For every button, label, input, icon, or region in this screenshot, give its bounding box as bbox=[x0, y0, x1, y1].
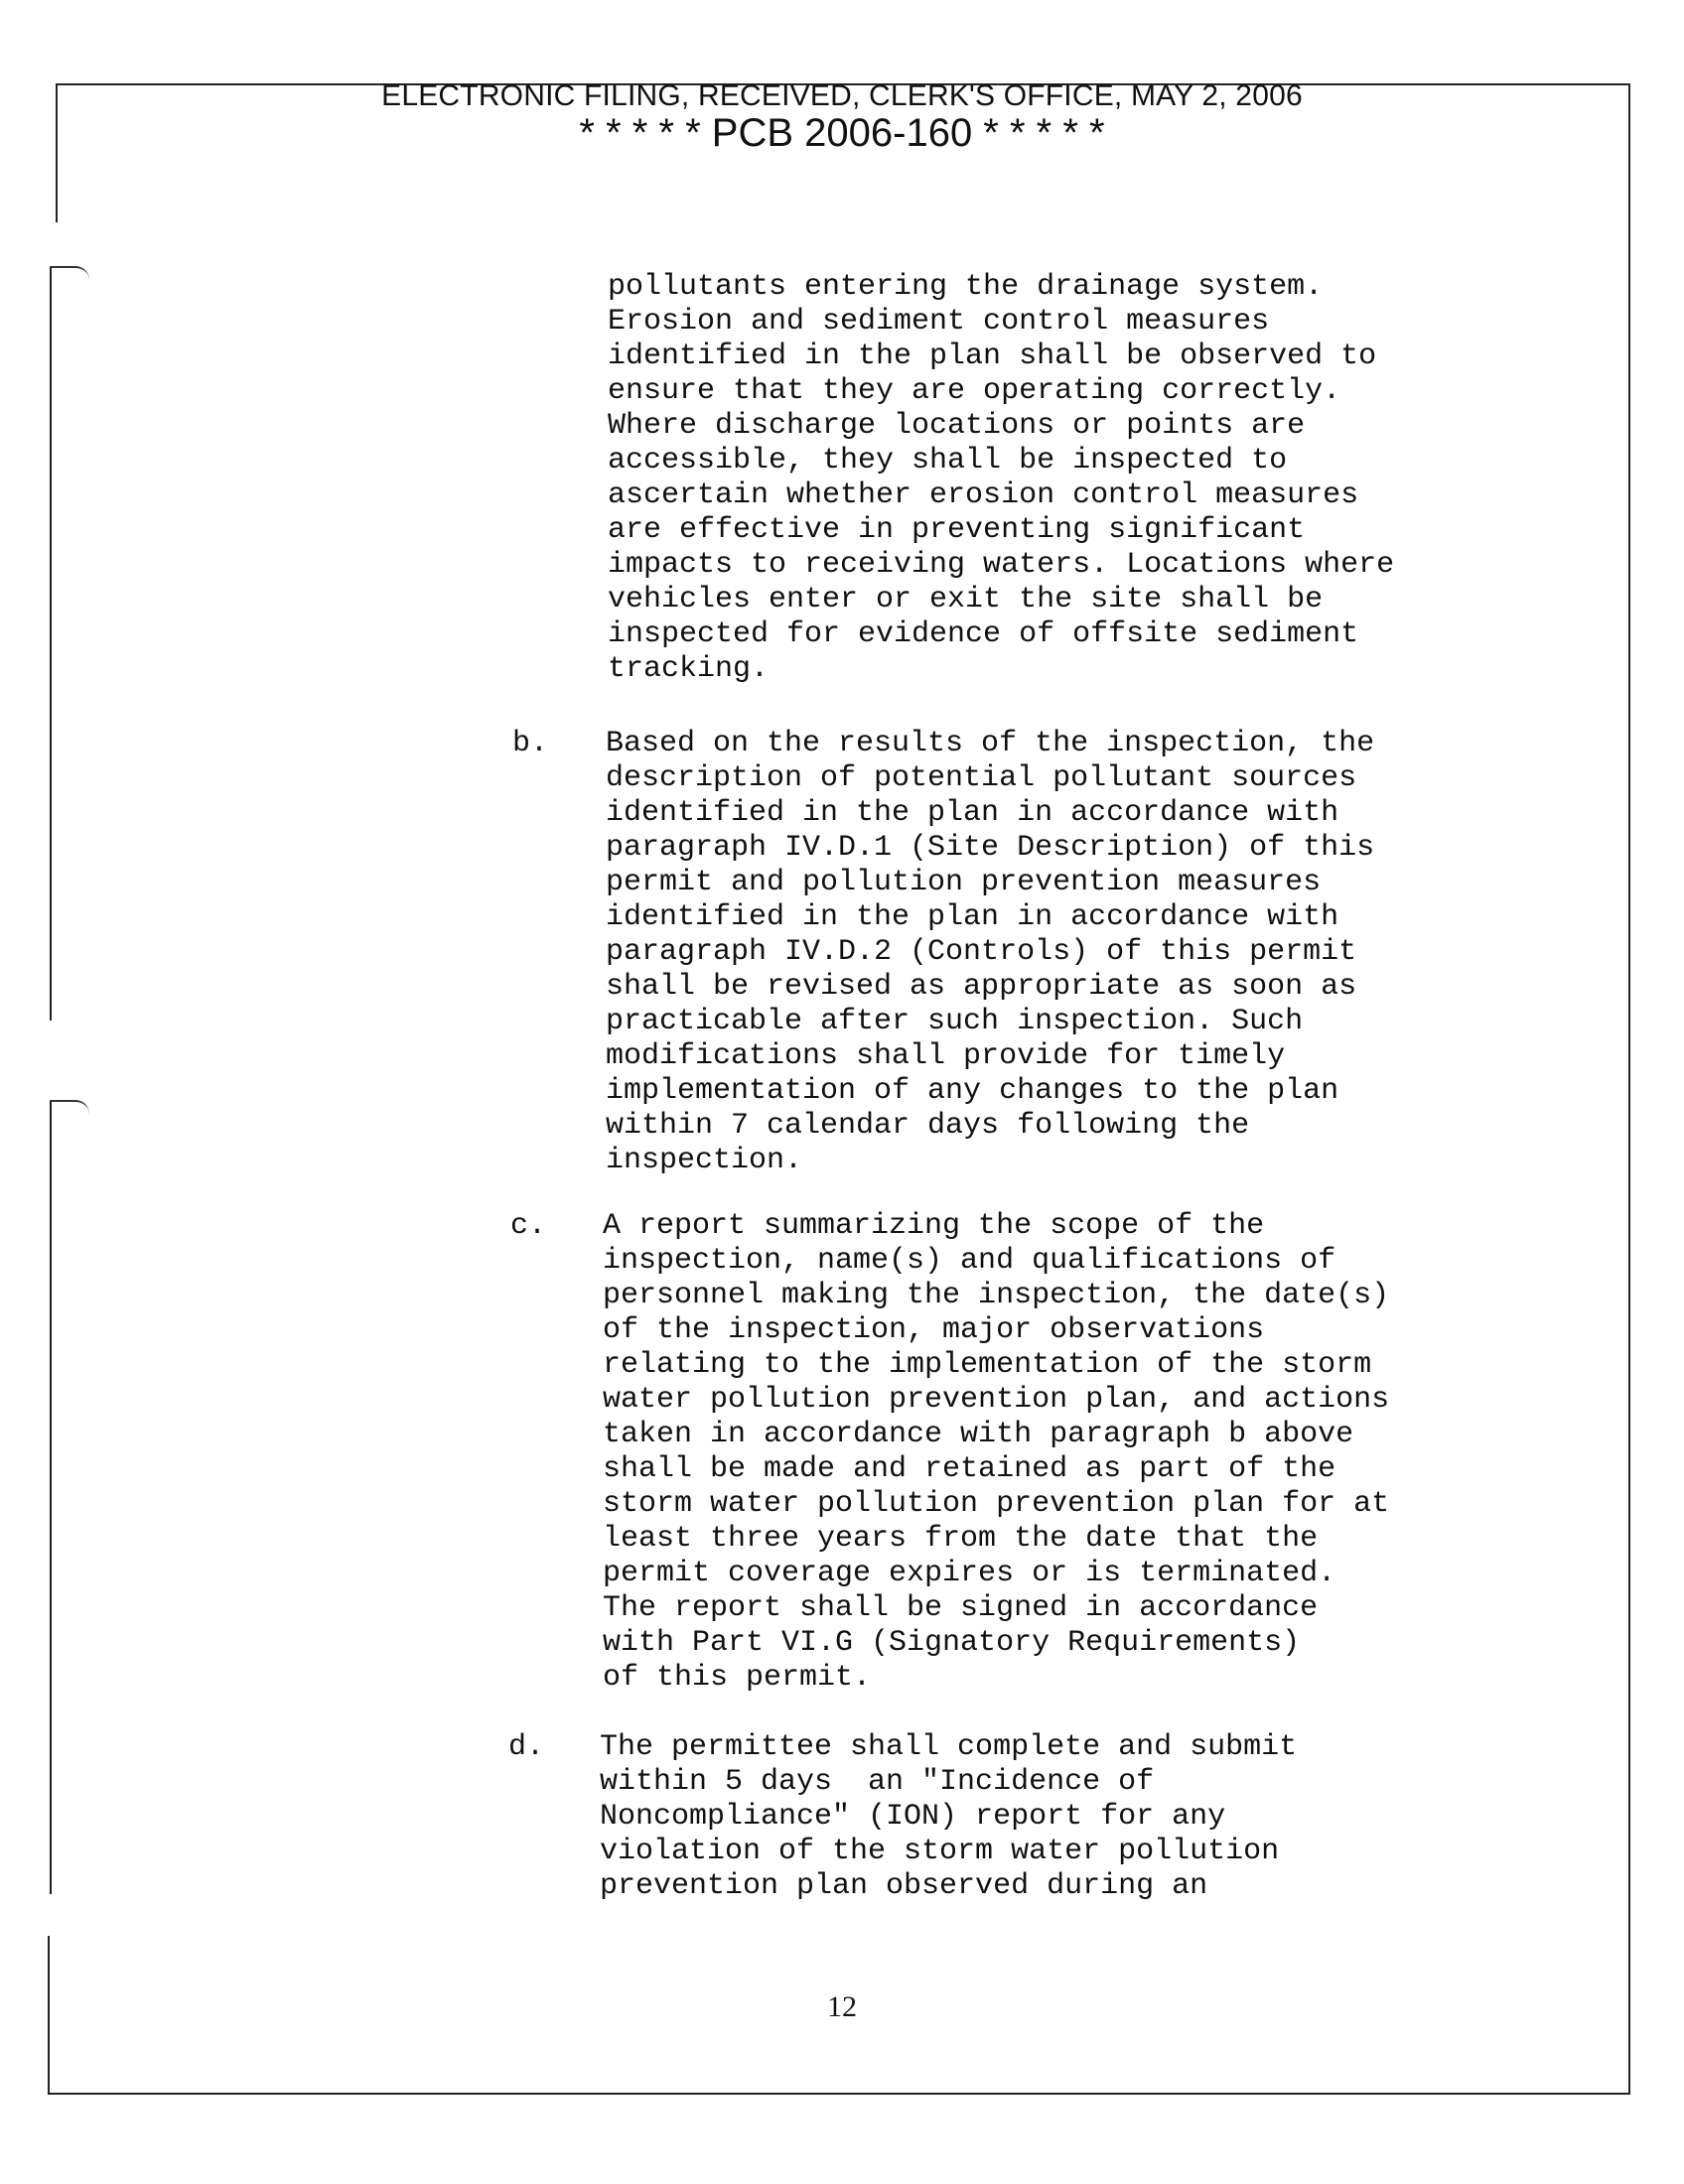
item-text-c: A report summarizing the scope of the inspection, name(s) and qualifications of personnel making the inspection, the date(s) of the inspection, major observations relating to the implementation of the storm water pollution prevention plan, and actions taken in accordance with paragraph b above shall be made and retained as part of the storm water pollution prevention plan for at least three years from the date that the permit coverage expires or is terminated. The report shall be signed in accordance with Part VI.G (Signatory Requirements) of this permit. bbox=[603, 1209, 1390, 1695]
page-frame-bottom bbox=[48, 2093, 1630, 2095]
margin-mark bbox=[50, 266, 52, 1021]
page-frame-right bbox=[1628, 83, 1630, 2095]
filing-stamp-line1: ELECTRONIC FILING, RECEIVED, CLERK'S OFFICE, MAY 2, 2006 bbox=[381, 79, 1303, 112]
margin-hook bbox=[50, 1100, 89, 1114]
margin-mark bbox=[50, 1100, 52, 1894]
item-label-c: c. bbox=[510, 1209, 547, 1243]
item-text-d: The permittee shall complete and submit within 5 days an "Incidence of Noncompliance" (ION) report for any violation of the storm water pollution prevention plan observed during an bbox=[600, 1730, 1298, 1903]
item-label-d: d. bbox=[508, 1730, 545, 1764]
continued-paragraph: pollutants entering the drainage system. Erosion and sediment control measures identified in the plan shall be observed to ensure that they are operating correctly. Where discharge locations or points are accessible, they shall be inspected to ascertain whether erosion control measures are effective in preventing significant impacts to receiving waters. Locations where vehicles enter or exit the site shall be inspected for evidence of offsite sediment tracking. bbox=[608, 270, 1395, 686]
filing-stamp-line2: * * * * * PCB 2006-160 * * * * * bbox=[579, 111, 1105, 155]
page-number: 12 bbox=[827, 1990, 857, 2023]
item-label-b: b. bbox=[512, 727, 549, 760]
item-text-b: Based on the results of the inspection, the description of potential pollutant sources identified in the plan in accordance with paragraph IV.D.1 (Site Description) of this permit and pollution prevention measures identified in the plan in accordance with paragraph IV.D.2 (Controls) of this permit shall be revised as appropriate as soon as practicable after such inspection. Such modifications shall provide for timely implementation of any changes to the plan within 7 calendar days following the inspection. bbox=[606, 727, 1375, 1177]
margin-hook bbox=[50, 266, 89, 280]
